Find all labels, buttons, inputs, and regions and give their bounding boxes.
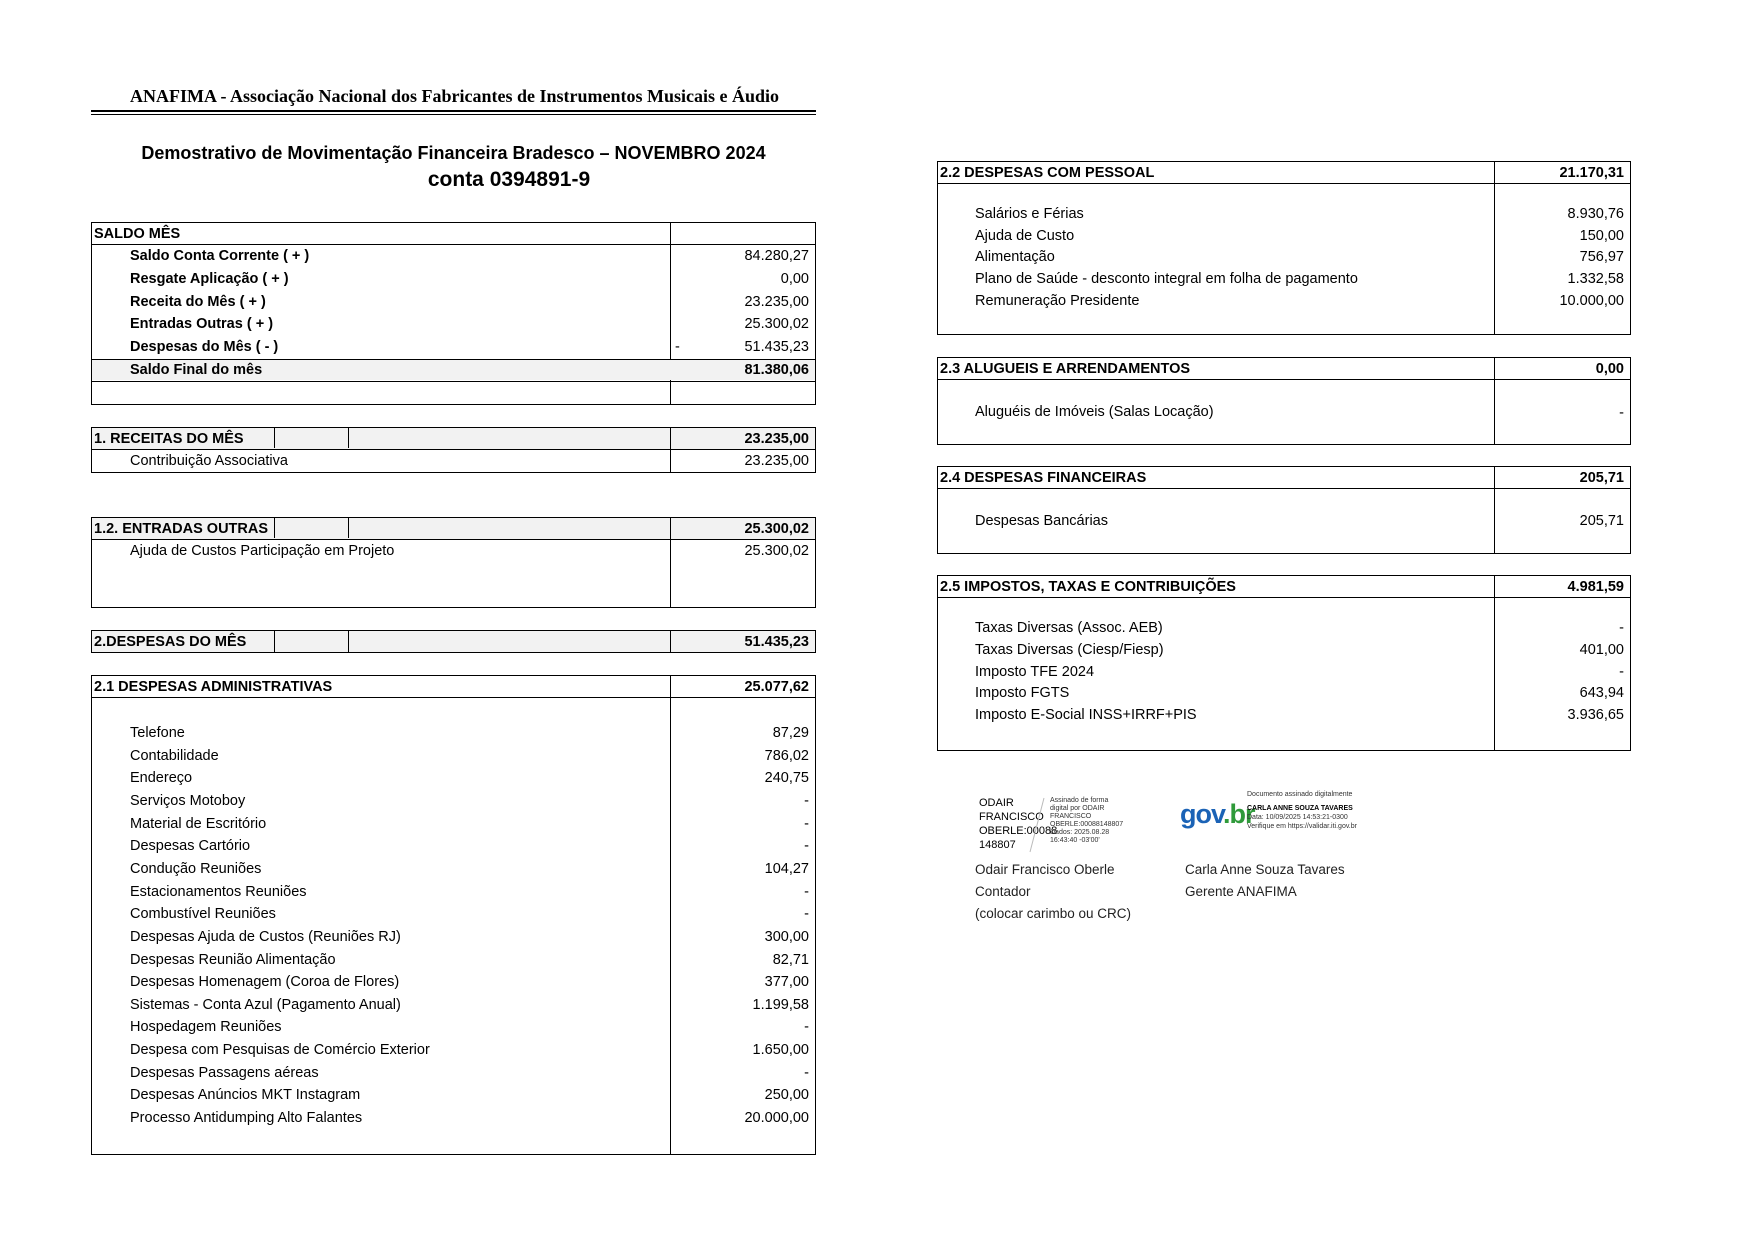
pessoal-row-label: Ajuda de Custo bbox=[975, 228, 1075, 244]
financeiras-row-label: Despesas Bancárias bbox=[975, 513, 1108, 529]
adm-row-value: 1.199,58 bbox=[752, 997, 809, 1013]
pessoal-row-value: 150,00 bbox=[1579, 228, 1624, 244]
pessoal-row-value: 8.930,76 bbox=[1567, 206, 1624, 222]
financeiras-heading: 2.4 DESPESAS FINANCEIRAS bbox=[940, 470, 1147, 486]
adm-row-label: Contabilidade bbox=[130, 748, 219, 764]
signer-name: Odair Francisco Oberle bbox=[975, 862, 1115, 877]
pessoal-row-label: Plano de Saúde - desconto integral em folha de pagamento bbox=[975, 271, 1358, 287]
adm-row-value: - bbox=[804, 838, 809, 854]
adm-row-label: Telefone bbox=[130, 725, 185, 741]
receitas-row-label: Contribuição Associativa bbox=[130, 453, 288, 469]
pessoal-row-value: 756,97 bbox=[1579, 249, 1624, 265]
header-rule bbox=[91, 114, 816, 115]
impostos-row-value: - bbox=[1619, 620, 1624, 636]
financeiras-row-value: 205,71 bbox=[1579, 513, 1624, 529]
impostos-row-value: 643,94 bbox=[1579, 685, 1624, 701]
signer-role: Gerente ANAFIMA bbox=[1185, 884, 1297, 899]
stamp-note-line: CARLA ANNE SOUZA TAVARES bbox=[1247, 805, 1353, 812]
adm-row-label: Despesa com Pesquisas de Comércio Exterior bbox=[130, 1042, 430, 1058]
adm-row-value: - bbox=[804, 884, 809, 900]
adm-row-label: Hospedagem Reuniões bbox=[130, 1019, 282, 1035]
stamp-note-line: 16:43:40 -03'00' bbox=[1050, 837, 1100, 844]
saldo-row-value: 25.300,02 bbox=[744, 316, 809, 332]
pessoal-total: 21.170,31 bbox=[1559, 165, 1624, 181]
despesas-table bbox=[91, 630, 816, 653]
saldo-row-label: Resgate Aplicação ( + ) bbox=[130, 271, 289, 287]
adm-row-label: Despesas Homenagem (Coroa de Flores) bbox=[130, 974, 400, 990]
financeiras-total: 205,71 bbox=[1579, 470, 1624, 486]
adm-row-value: - bbox=[804, 1065, 809, 1081]
stamp-name-line: ODAIR bbox=[979, 797, 1014, 809]
impostos-row-value: - bbox=[1619, 664, 1624, 680]
entradas-row-label: Ajuda de Custos Participação em Projeto bbox=[130, 543, 395, 559]
organization-name: ANAFIMA - Associação Nacional dos Fabricantes de Instrumentos Musicais e Áudio bbox=[130, 86, 780, 106]
adm-row-label: Despesas Passagens aéreas bbox=[130, 1065, 319, 1081]
alugueis-table bbox=[937, 357, 1631, 445]
gov-logo-text: gov bbox=[1180, 799, 1223, 829]
stamp-note-line: Assinado de forma bbox=[1050, 797, 1109, 804]
despesas-total: 51.435,23 bbox=[744, 634, 809, 650]
receitas-heading: 1. RECEITAS DO MÊS bbox=[94, 431, 244, 447]
adm-row-value: 377,00 bbox=[764, 974, 809, 990]
saldo-final-label: Saldo Final do mês bbox=[130, 362, 263, 378]
impostos-row-label: Imposto E-Social INSS+IRRF+PIS bbox=[975, 707, 1197, 723]
gov-br-logo bbox=[1180, 799, 1255, 829]
signer-note: (colocar carimbo ou CRC) bbox=[975, 906, 1132, 921]
adm-row-label: Despesas Ajuda de Custos (Reuniões RJ) bbox=[130, 929, 401, 945]
stamp-note-line: Dados: 2025.08.28 bbox=[1050, 829, 1110, 836]
saldo-table bbox=[91, 222, 816, 405]
adm-row-value: 20.000,00 bbox=[744, 1110, 809, 1126]
adm-row-label: Despesas Anúncios MKT Instagram bbox=[130, 1087, 361, 1103]
signer-role: Contador bbox=[975, 884, 1031, 899]
impostos-heading: 2.5 IMPOSTOS, TAXAS E CONTRIBUIÇÕES bbox=[940, 579, 1236, 595]
adm-row-label: Despesas Cartório bbox=[130, 838, 251, 854]
saldo-row-value: 84.280,27 bbox=[744, 248, 809, 264]
pessoal-heading: 2.2 DESPESAS COM PESSOAL bbox=[940, 165, 1155, 181]
adm-row-label: Endereço bbox=[130, 770, 193, 786]
header-rule bbox=[91, 110, 816, 112]
adm-row-value: - bbox=[804, 906, 809, 922]
financeiras-table bbox=[937, 466, 1631, 554]
adm-row-value: 786,02 bbox=[764, 748, 809, 764]
pessoal-table bbox=[937, 161, 1631, 335]
entradas-heading: 1.2. ENTRADAS OUTRAS bbox=[94, 521, 269, 537]
adm-heading: 2.1 DESPESAS ADMINISTRATIVAS bbox=[94, 679, 333, 695]
saldo-heading: SALDO MÊS bbox=[94, 226, 181, 242]
adm-row-value: 82,71 bbox=[772, 952, 809, 968]
receitas-row-value: 23.235,00 bbox=[744, 453, 809, 469]
impostos-row-value: 3.936,65 bbox=[1567, 707, 1624, 723]
pessoal-row-value: 10.000,00 bbox=[1559, 293, 1624, 309]
saldo-row-label: Saldo Conta Corrente ( + ) bbox=[130, 248, 310, 264]
negative-sign: - bbox=[675, 339, 680, 355]
saldo-row-value: 0,00 bbox=[780, 271, 809, 287]
saldo-row-label: Receita do Mês ( + ) bbox=[130, 294, 266, 310]
adm-row-value: 250,00 bbox=[764, 1087, 809, 1103]
pessoal-row-label: Salários e Férias bbox=[975, 206, 1084, 222]
stamp-name-line: OBERLE:00088 bbox=[979, 825, 1058, 837]
alugueis-row-label: Aluguéis de Imóveis (Salas Locação) bbox=[975, 404, 1214, 420]
saldo-row-label: Entradas Outras ( + ) bbox=[130, 316, 274, 332]
receitas-table bbox=[91, 427, 816, 473]
adm-row-value: 300,00 bbox=[764, 929, 809, 945]
adm-row-value: 104,27 bbox=[764, 861, 809, 877]
impostos-row-label: Taxas Diversas (Ciesp/Fiesp) bbox=[975, 642, 1164, 658]
impostos-row-label: Imposto TFE 2024 bbox=[975, 664, 1095, 680]
entradas-total: 25.300,02 bbox=[744, 521, 809, 537]
adm-row-label: Despesas Reunião Alimentação bbox=[130, 952, 336, 968]
impostos-row-label: Taxas Diversas (Assoc. AEB) bbox=[975, 620, 1163, 636]
adm-row-label: Estacionamentos Reuniões bbox=[130, 884, 307, 900]
despesas-heading: 2.DESPESAS DO MÊS bbox=[94, 634, 247, 650]
entradas-table bbox=[91, 517, 816, 608]
saldo-row-value: 23.235,00 bbox=[744, 294, 809, 310]
stamp-note-line: Data: 10/09/2025 14:53:21-0300 bbox=[1247, 814, 1348, 821]
stamp-name-line: FRANCISCO bbox=[979, 811, 1044, 823]
alugueis-row-value: - bbox=[1619, 405, 1624, 421]
adm-total: 25.077,62 bbox=[744, 679, 809, 695]
signer-name: Carla Anne Souza Tavares bbox=[1185, 862, 1345, 877]
pessoal-row-label: Alimentação bbox=[975, 249, 1055, 265]
adm-row-value: 240,75 bbox=[764, 770, 809, 786]
pessoal-row-label: Remuneração Presidente bbox=[975, 293, 1140, 309]
adm-table bbox=[91, 675, 816, 1155]
alugueis-total: 0,00 bbox=[1595, 361, 1624, 377]
adm-row-label: Condução Reuniões bbox=[130, 861, 262, 877]
document-title: Demostrativo de Movimentação Financeira Bradesco – NOVEMBRO 2024 bbox=[141, 143, 766, 163]
impostos-row-value: 401,00 bbox=[1579, 642, 1624, 658]
adm-row-value: 87,29 bbox=[772, 725, 809, 741]
adm-row-label: Sistemas - Conta Azul (Pagamento Anual) bbox=[130, 997, 401, 1013]
alugueis-heading: 2.3 ALUGUEIS E ARRENDAMENTOS bbox=[940, 361, 1191, 377]
adm-row-value: - bbox=[804, 816, 809, 832]
receitas-total: 23.235,00 bbox=[744, 431, 809, 447]
adm-row-value: 1.650,00 bbox=[752, 1042, 809, 1058]
signature-slash-icon bbox=[1028, 796, 1046, 854]
account-number: conta 0394891-9 bbox=[427, 168, 591, 191]
impostos-row-label: Imposto FGTS bbox=[975, 685, 1070, 701]
saldo-row-value: 51.435,23 bbox=[744, 339, 809, 355]
adm-row-value: - bbox=[804, 793, 809, 809]
impostos-total: 4.981,59 bbox=[1567, 579, 1624, 595]
stamp-note-line: FRANCISCO bbox=[1050, 813, 1092, 820]
br-logo-text: .br bbox=[1223, 799, 1255, 829]
stamp-note-line: digital por ODAIR bbox=[1050, 805, 1105, 812]
saldo-row-label: Despesas do Mês ( - ) bbox=[130, 339, 279, 355]
pessoal-row-value: 1.332,58 bbox=[1567, 271, 1624, 287]
adm-row-label: Material de Escritório bbox=[130, 816, 267, 832]
impostos-table bbox=[937, 575, 1631, 751]
adm-row-value: - bbox=[804, 1019, 809, 1035]
entradas-row-value: 25.300,02 bbox=[744, 543, 809, 559]
saldo-final-value: 81.380,06 bbox=[744, 362, 809, 378]
stamp-name-line: 148807 bbox=[979, 839, 1016, 851]
stamp-note-line: OBERLE:00088148807 bbox=[1050, 821, 1124, 828]
adm-row-label: Processo Antidumping Alto Falantes bbox=[130, 1110, 363, 1126]
adm-row-label: Serviços Motoboy bbox=[130, 793, 246, 809]
stamp-note-line: Verifique em https://validar.iti.gov.br bbox=[1247, 823, 1357, 830]
adm-row-label: Combustível Reuniões bbox=[130, 906, 276, 922]
stamp-note-line: Documento assinado digitalmente bbox=[1247, 791, 1353, 798]
